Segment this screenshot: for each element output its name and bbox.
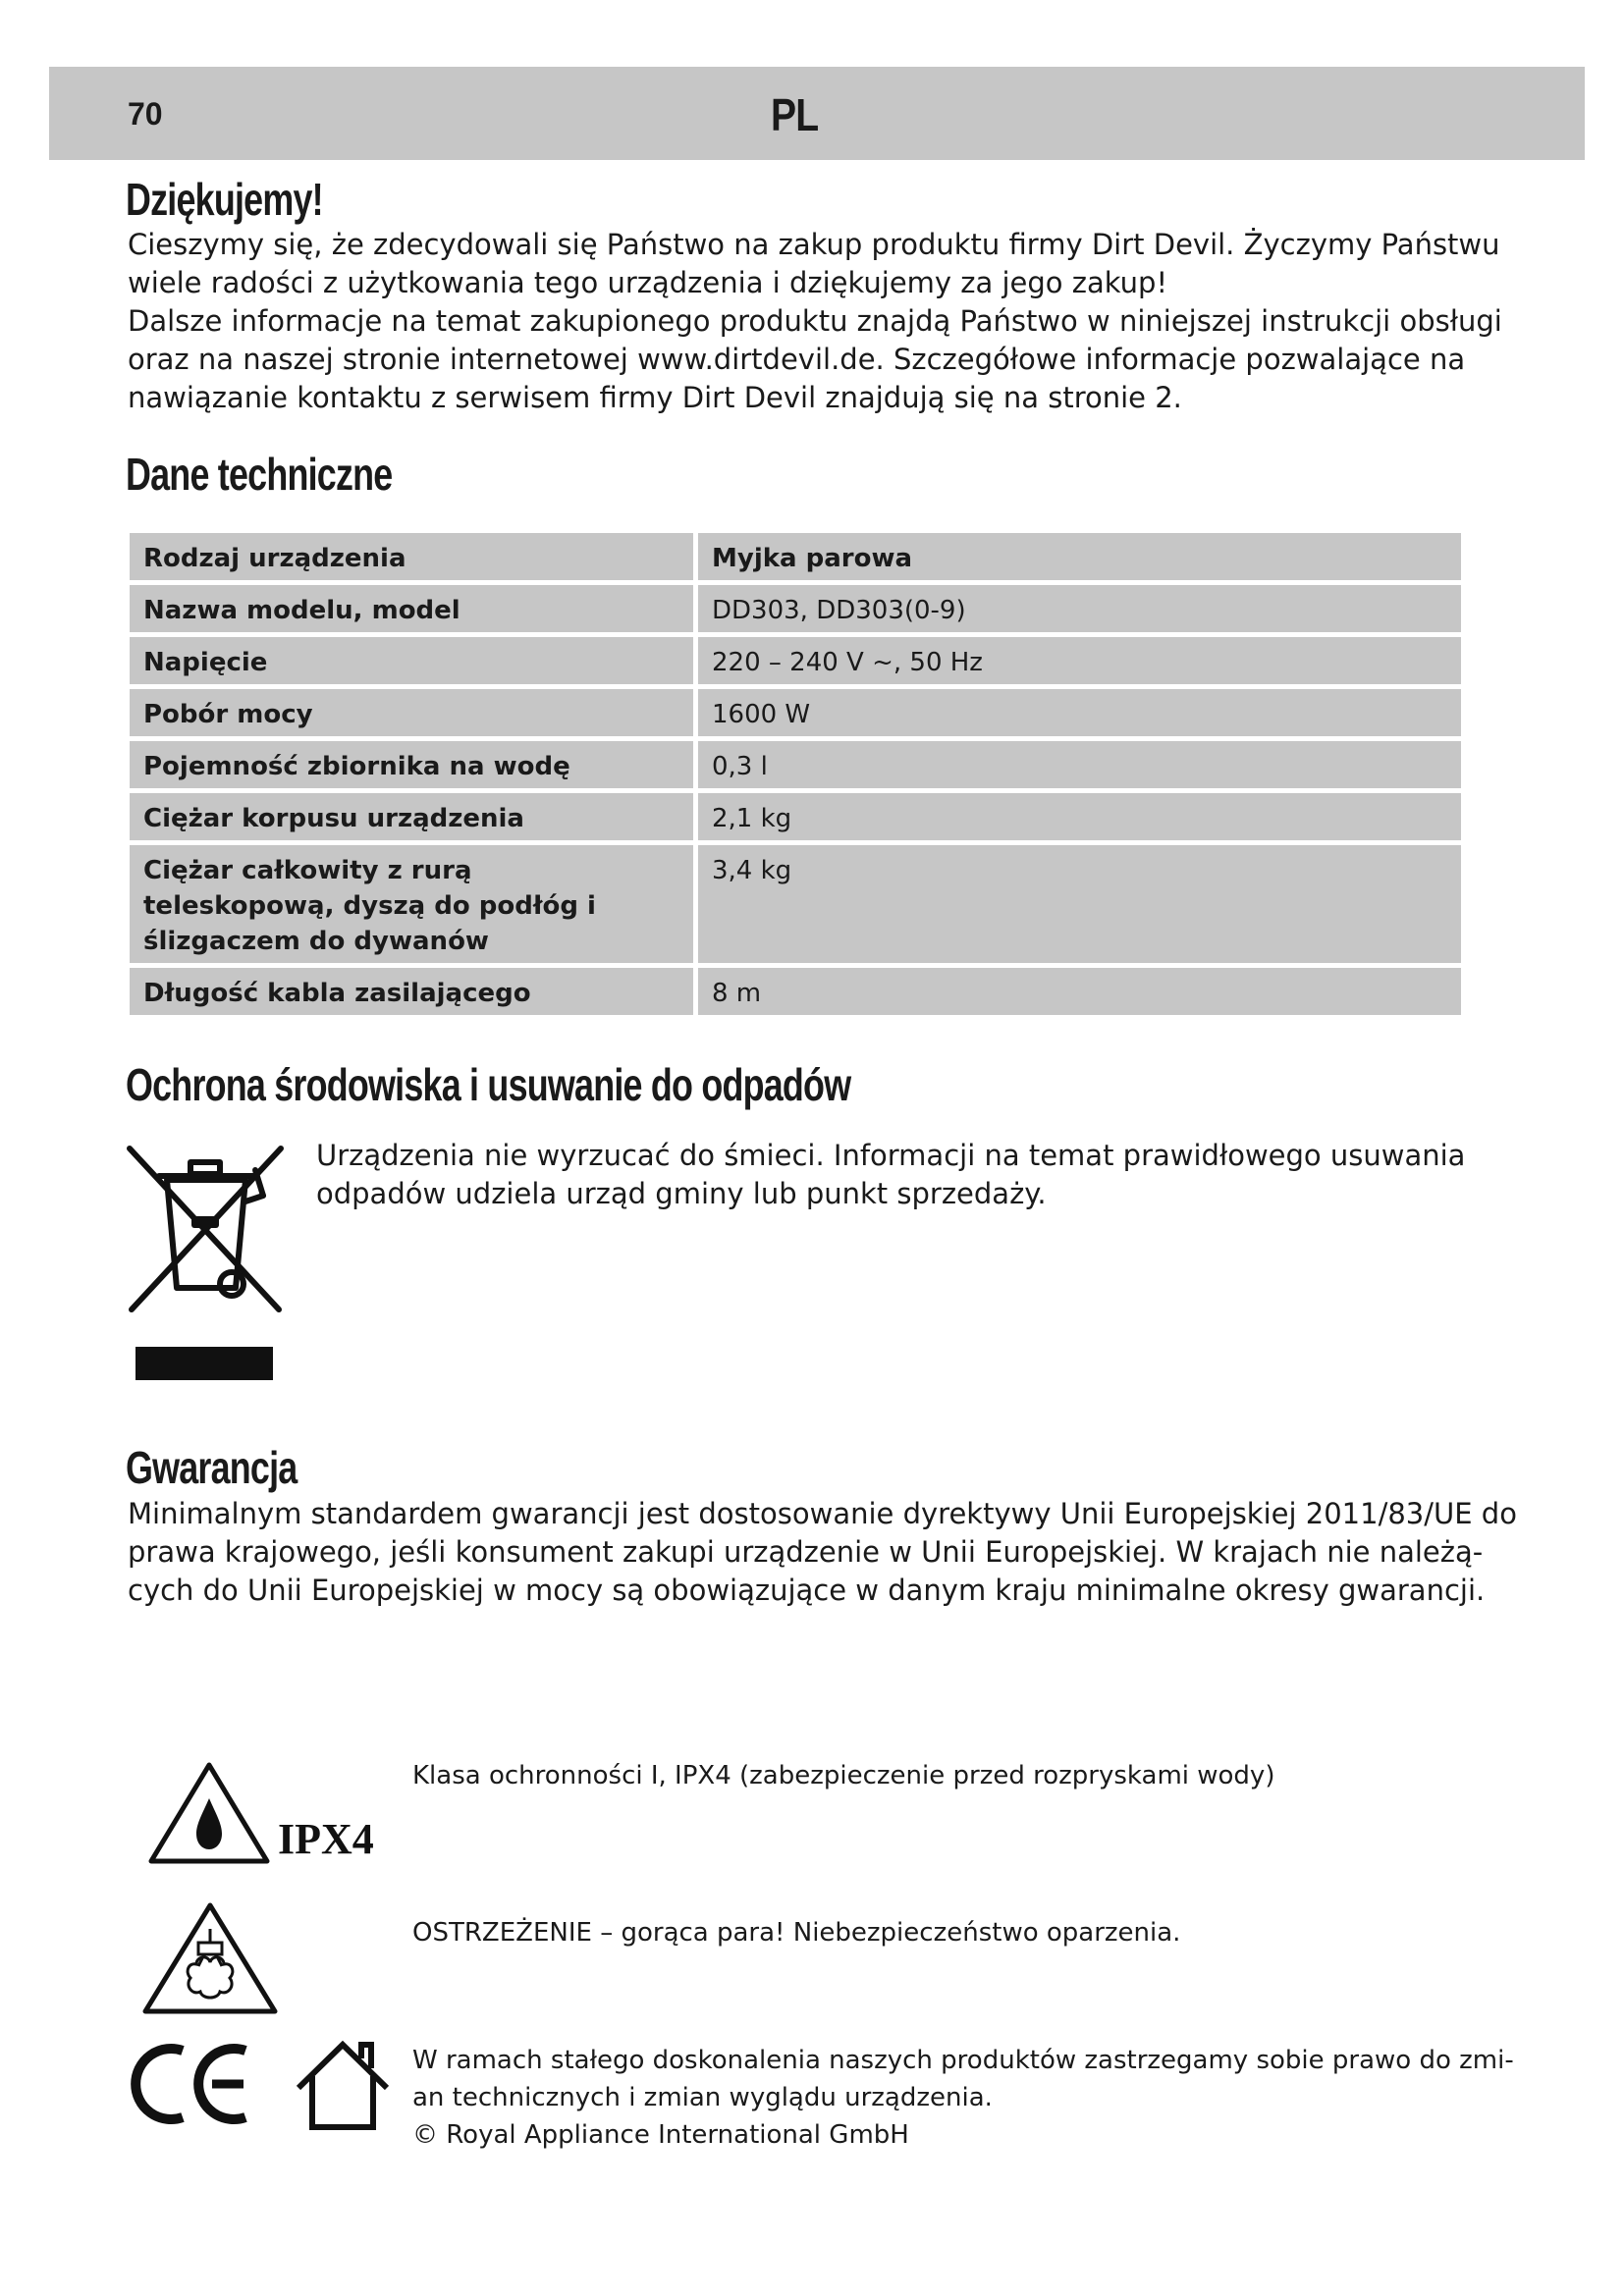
specs-heading: Dane techniczne — [126, 449, 393, 500]
spec-label: Napięcie — [130, 637, 698, 684]
environment-line: Urządzenia nie wyrzucać do śmieci. Informacji na temat prawidłowego usuwania — [316, 1139, 1466, 1172]
warranty-line: prawa krajowego, jeśli konsument zakupi urządzenie w Unii Europejskiej. W krajach nie należą- — [128, 1535, 1484, 1569]
environment-heading: Ochrona środowiska i usuwanie do odpadów — [126, 1059, 851, 1110]
table-row — [130, 793, 1461, 840]
page-number: 70 — [128, 96, 163, 132]
thanks-line: nawiązanie kontaktu z serwisem firmy Dirt Devil znajdują się na stronie 2. — [128, 381, 1182, 414]
copyright-line: © Royal Appliance International GmbH — [412, 2120, 909, 2150]
spec-label: Nazwa modelu, model — [130, 585, 698, 632]
ipx-rating-label: IPX4 — [278, 1815, 374, 1863]
table-row — [130, 741, 1461, 788]
table-row — [130, 689, 1461, 736]
environment-line: odpadów udziela urząd gminy lub punkt sprzedaży. — [316, 1177, 1047, 1210]
spec-value: 0,3 l — [698, 741, 1461, 788]
notice-line: an technicznych i zmian wyglądu urządzenia. — [412, 2083, 993, 2112]
thanks-line: oraz na naszej stronie internetowej www.dirtdevil.de. Szczegółowe informacje pozwalające na — [128, 343, 1466, 376]
thanks-line: Dalsze informacje na temat zakupionego produktu znajdą Państwo w niniejszej instrukcji obsługi — [128, 304, 1502, 338]
thanks-line: Cieszymy się, że zdecydowali się Państwo na zakup produktu firmy Dirt Devil. Życzymy Państwu — [128, 228, 1500, 261]
spec-value: 3,4 kg — [698, 845, 1461, 963]
spec-label: Pojemność zbiornika na wodę — [130, 741, 698, 788]
spec-value: 2,1 kg — [698, 793, 1461, 840]
thanks-line: wiele radości z użytkowania tego urządzenia i dziękujemy za jego zakup! — [128, 266, 1168, 299]
table-row — [130, 637, 1461, 684]
specs-table — [130, 528, 1461, 1020]
warranty-line: cych do Unii Europejskiej w mocy są obowiązujące w danym kraju minimalne okresy gwarancji. — [128, 1574, 1486, 1607]
table-row — [130, 585, 1461, 632]
table-row — [130, 845, 1461, 963]
steam-warning-text: OSTRZEŻENIE – gorąca para! Niebezpieczeństwo oparzenia. — [412, 1918, 1181, 1948]
spec-value: DD303, DD303(0-9) — [698, 585, 1461, 632]
warranty-line: Minimalnym standardem gwarancji jest dostosowanie dyrektywy Unii Europejskiej 2011/83/UE do — [128, 1497, 1517, 1530]
spec-value: Myjka parowa — [698, 533, 1461, 580]
spec-label: Rodzaj urządzenia — [130, 533, 698, 580]
indoor-use-house-icon — [293, 2037, 393, 2133]
environment-paragraph — [316, 1137, 1465, 1213]
hot-steam-warning-icon — [139, 1899, 281, 2017]
warranty-heading: Gwarancja — [126, 1442, 298, 1493]
language-code: PL — [771, 89, 819, 140]
water-drop-warning-icon — [145, 1759, 273, 1867]
crossed-bin-icon — [126, 1141, 285, 1317]
table-row — [130, 533, 1461, 580]
protection-class-text: Klasa ochronności I, IPX4 (zabezpieczenie przed rozpryskami wody) — [412, 1761, 1275, 1790]
spec-label: Długość kabla zasilającego — [130, 968, 698, 1015]
thanks-heading: Dziękujemy! — [126, 174, 323, 225]
table-row — [130, 968, 1461, 1015]
spec-value: 8 m — [698, 968, 1461, 1015]
spec-value: 220 – 240 V ~, 50 Hz — [698, 637, 1461, 684]
notice-paragraph — [412, 2042, 1514, 2154]
notice-line: W ramach stałego doskonalenia naszych produktów zastrzegamy sobie prawo do zmi- — [412, 2046, 1514, 2075]
spec-label: Ciężar całkowity z rurą teleskopową, dyszą do podłóg i ślizgaczem do dywanów — [130, 845, 698, 963]
bin-underline-bar — [135, 1347, 273, 1380]
spec-label: Ciężar korpusu urządzenia — [130, 793, 698, 840]
spec-label: Pobór mocy — [130, 689, 698, 736]
thanks-paragraph — [128, 226, 1502, 417]
ce-mark-icon — [130, 2037, 257, 2130]
warranty-paragraph — [128, 1495, 1517, 1610]
spec-value: 1600 W — [698, 689, 1461, 736]
